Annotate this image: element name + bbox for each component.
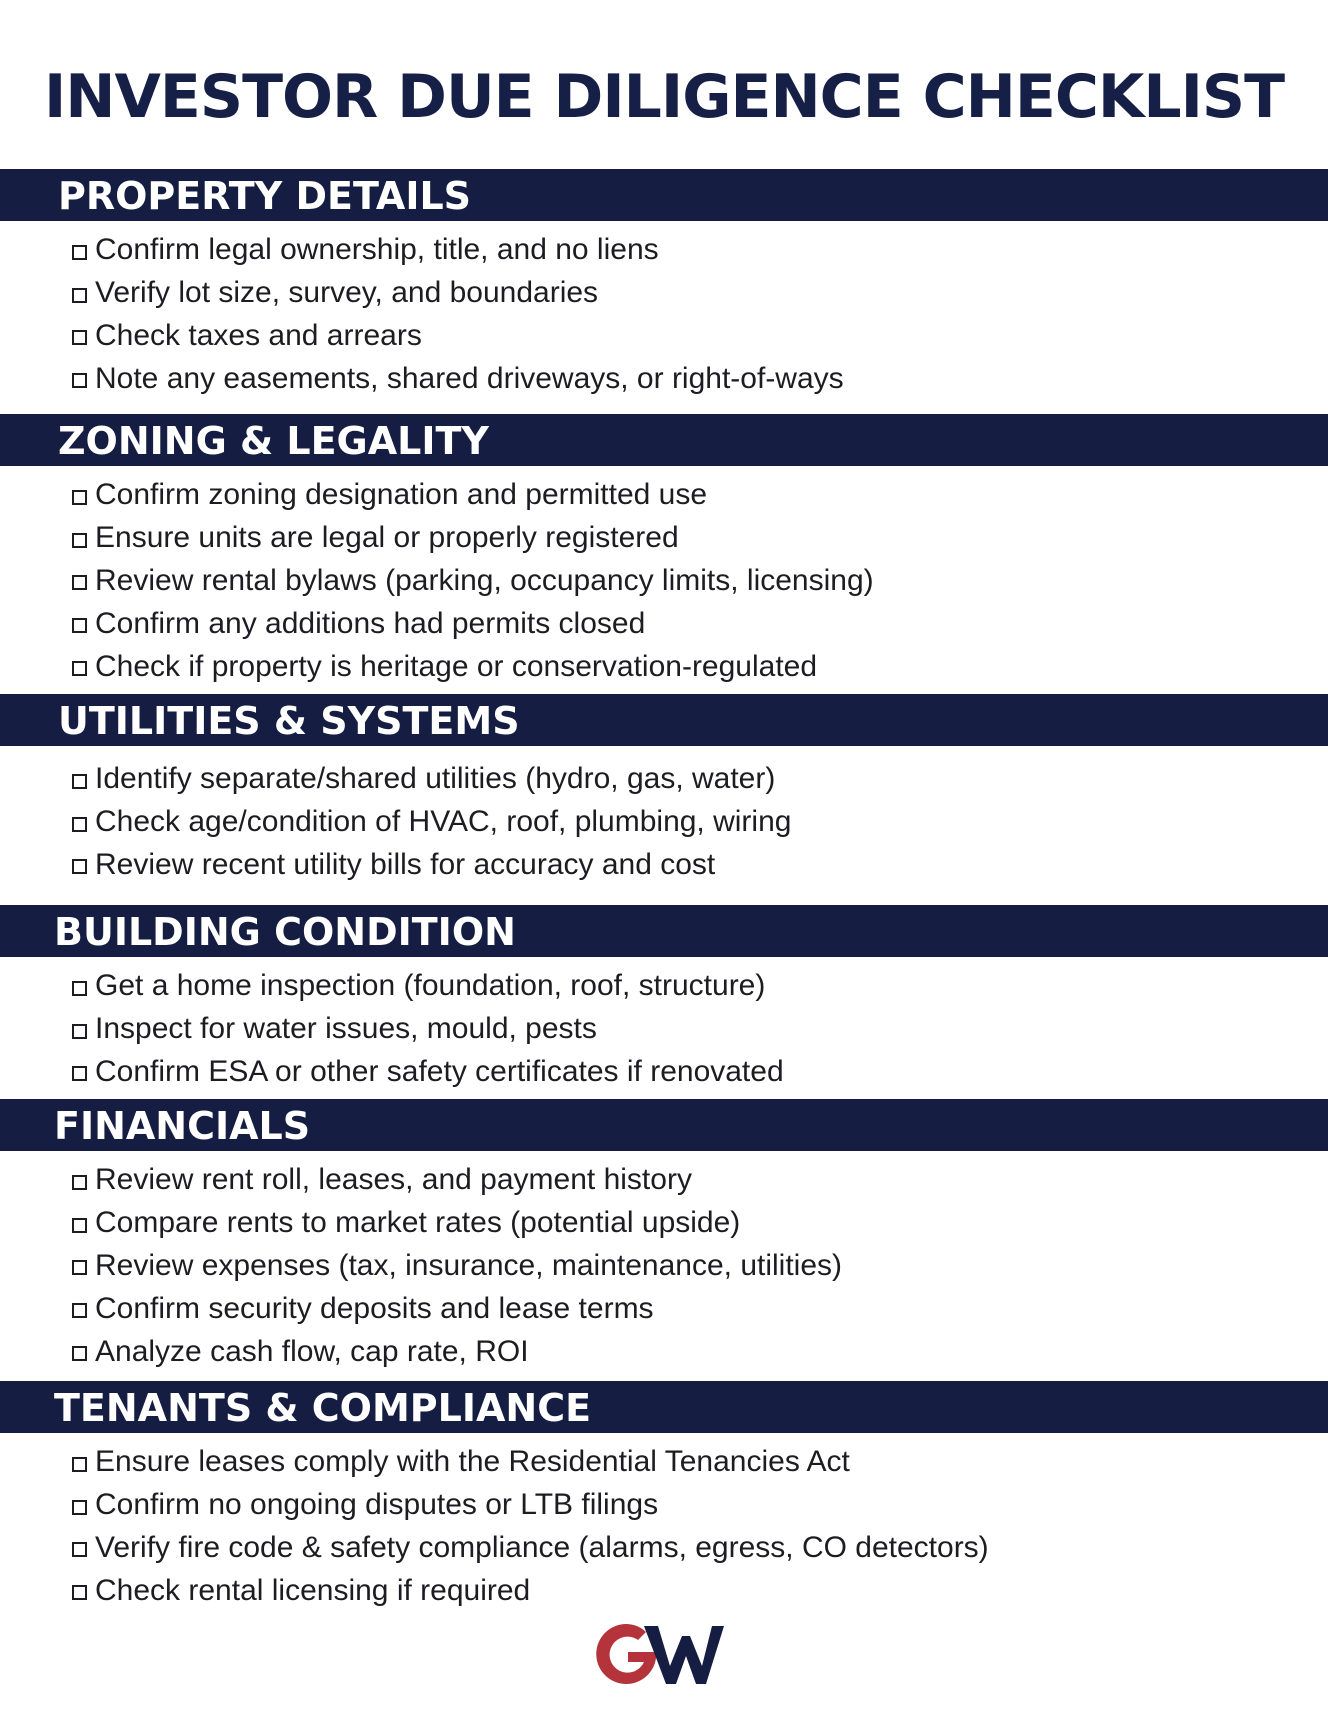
checkbox[interactable] [72,1303,87,1318]
checklist-item[interactable] [72,357,1328,400]
checkbox[interactable] [72,288,87,303]
checklist-item-label: Confirm any additions had permits closed [95,606,646,640]
section-heading: FINANCIALS [0,1099,1328,1151]
checklist-item-label: Ensure leases comply with the Residential Tenancies Act [95,1445,850,1479]
checklist-item[interactable] [72,517,1328,560]
checkbox[interactable] [72,490,87,505]
checkbox[interactable] [72,575,87,590]
checkbox[interactable] [72,1500,87,1515]
checklist-item-label: Check age/condition of HVAC, roof, plumbing, wiring [95,805,792,839]
checkbox[interactable] [72,245,87,260]
checkbox[interactable] [72,661,87,676]
checklist-item[interactable] [72,1527,1328,1570]
checklist-item[interactable] [72,1245,1328,1288]
checkbox[interactable] [72,330,87,345]
checkbox[interactable] [72,618,87,633]
checkbox[interactable] [72,1457,87,1472]
checklist-item-label: Ensure units are legal or properly registered [95,521,679,555]
checklist-item[interactable] [72,844,1328,887]
checklist-item[interactable] [72,1330,1328,1373]
gw-logo [594,1622,726,1688]
checklist-item[interactable] [72,1287,1328,1330]
checkbox[interactable] [72,373,87,388]
section-heading: BUILDING CONDITION [0,905,1328,957]
checklist-item[interactable] [72,560,1328,603]
section-zoning-legality [0,414,1328,688]
checkbox[interactable] [72,817,87,832]
checklist-item-label: Confirm security deposits and lease terms [95,1291,654,1325]
checklist-item-label: Verify fire code & safety compliance (alarms, egress, CO detectors) [95,1530,989,1564]
checklist-item[interactable] [72,315,1328,358]
section-financials [0,1099,1328,1373]
checkbox[interactable] [72,1066,87,1081]
checklist-item[interactable] [72,474,1328,517]
checklist-item[interactable] [72,1569,1328,1612]
checklist-item-label: Check if property is heritage or conservation-regulated [95,649,818,683]
checklist-item[interactable] [72,801,1328,844]
checklist [0,965,1328,1093]
checklist-item-label: Review recent utility bills for accuracy and cost [95,847,716,881]
section-heading: PROPERTY DETAILS [0,169,1328,221]
section-building-condition [0,905,1328,1093]
section-heading: ZONING & LEGALITY [0,414,1328,466]
checkbox[interactable] [72,1175,87,1190]
checklist-item[interactable] [72,758,1328,801]
checklist [0,1159,1328,1373]
checklist-item[interactable] [72,272,1328,315]
checkbox[interactable] [72,1218,87,1233]
checkbox[interactable] [72,1585,87,1600]
checklist-item[interactable] [72,1159,1328,1202]
checklist-item[interactable] [72,965,1328,1008]
checkbox[interactable] [72,1260,87,1275]
checklist-item[interactable] [72,1051,1328,1094]
checklist-item-label: Check rental licensing if required [95,1573,531,1607]
checklist-item-label: Compare rents to market rates (potential upside) [95,1206,741,1240]
checklist [0,1441,1328,1612]
page-title: INVESTOR DUE DILIGENCE CHECKLIST [43,62,1285,132]
checklist-item-label: Confirm ESA or other safety certificates if renovated [95,1054,784,1088]
checklist-item-label: Note any easements, shared driveways, or right-of-ways [95,361,844,395]
section-utilities-systems [0,694,1328,886]
checklist-item-label: Inspect for water issues, mould, pests [95,1012,597,1046]
checklist-item-label: Identify separate/shared utilities (hydro, gas, water) [95,762,776,796]
checklist-item-label: Confirm legal ownership, title, and no liens [95,233,659,267]
logo-letter-w [644,1626,724,1684]
checklist-item-label: Analyze cash flow, cap rate, ROI [95,1334,529,1368]
checklist-item[interactable] [72,602,1328,645]
checklist-item-label: Confirm zoning designation and permitted use [95,478,708,512]
checklist-item[interactable] [72,1202,1328,1245]
checklist-item-label: Review expenses (tax, insurance, maintenance, utilities) [95,1248,843,1282]
checklist-item[interactable] [72,1484,1328,1527]
section-heading: TENANTS & COMPLIANCE [0,1381,1328,1433]
checkbox[interactable] [72,981,87,996]
checklist-item-label: Check taxes and arrears [95,318,422,352]
checklist-item-label: Verify lot size, survey, and boundaries [95,276,599,310]
checklist [0,474,1328,688]
checkbox[interactable] [72,1024,87,1039]
checklist-item[interactable] [72,229,1328,272]
section-tenants-compliance [0,1381,1328,1612]
checklist-item-label: Review rental bylaws (parking, occupancy limits, licensing) [95,563,874,597]
checkbox[interactable] [72,859,87,874]
checkbox[interactable] [72,1346,87,1361]
checklist [0,229,1328,400]
checklist-item-label: Get a home inspection (foundation, roof, structure) [95,969,766,1003]
checklist-item-label: Review rent roll, leases, and payment history [95,1163,692,1197]
checkbox[interactable] [72,774,87,789]
checklist [0,758,1328,886]
checkbox[interactable] [72,533,87,548]
section-heading: UTILITIES & SYSTEMS [0,694,1328,746]
checklist-item[interactable] [72,1008,1328,1051]
section-property-details [0,169,1328,400]
checklist-item-label: Confirm no ongoing disputes or LTB filings [95,1488,659,1522]
checkbox[interactable] [72,1542,87,1557]
checklist-item[interactable] [72,1441,1328,1484]
checklist-item[interactable] [72,645,1328,688]
